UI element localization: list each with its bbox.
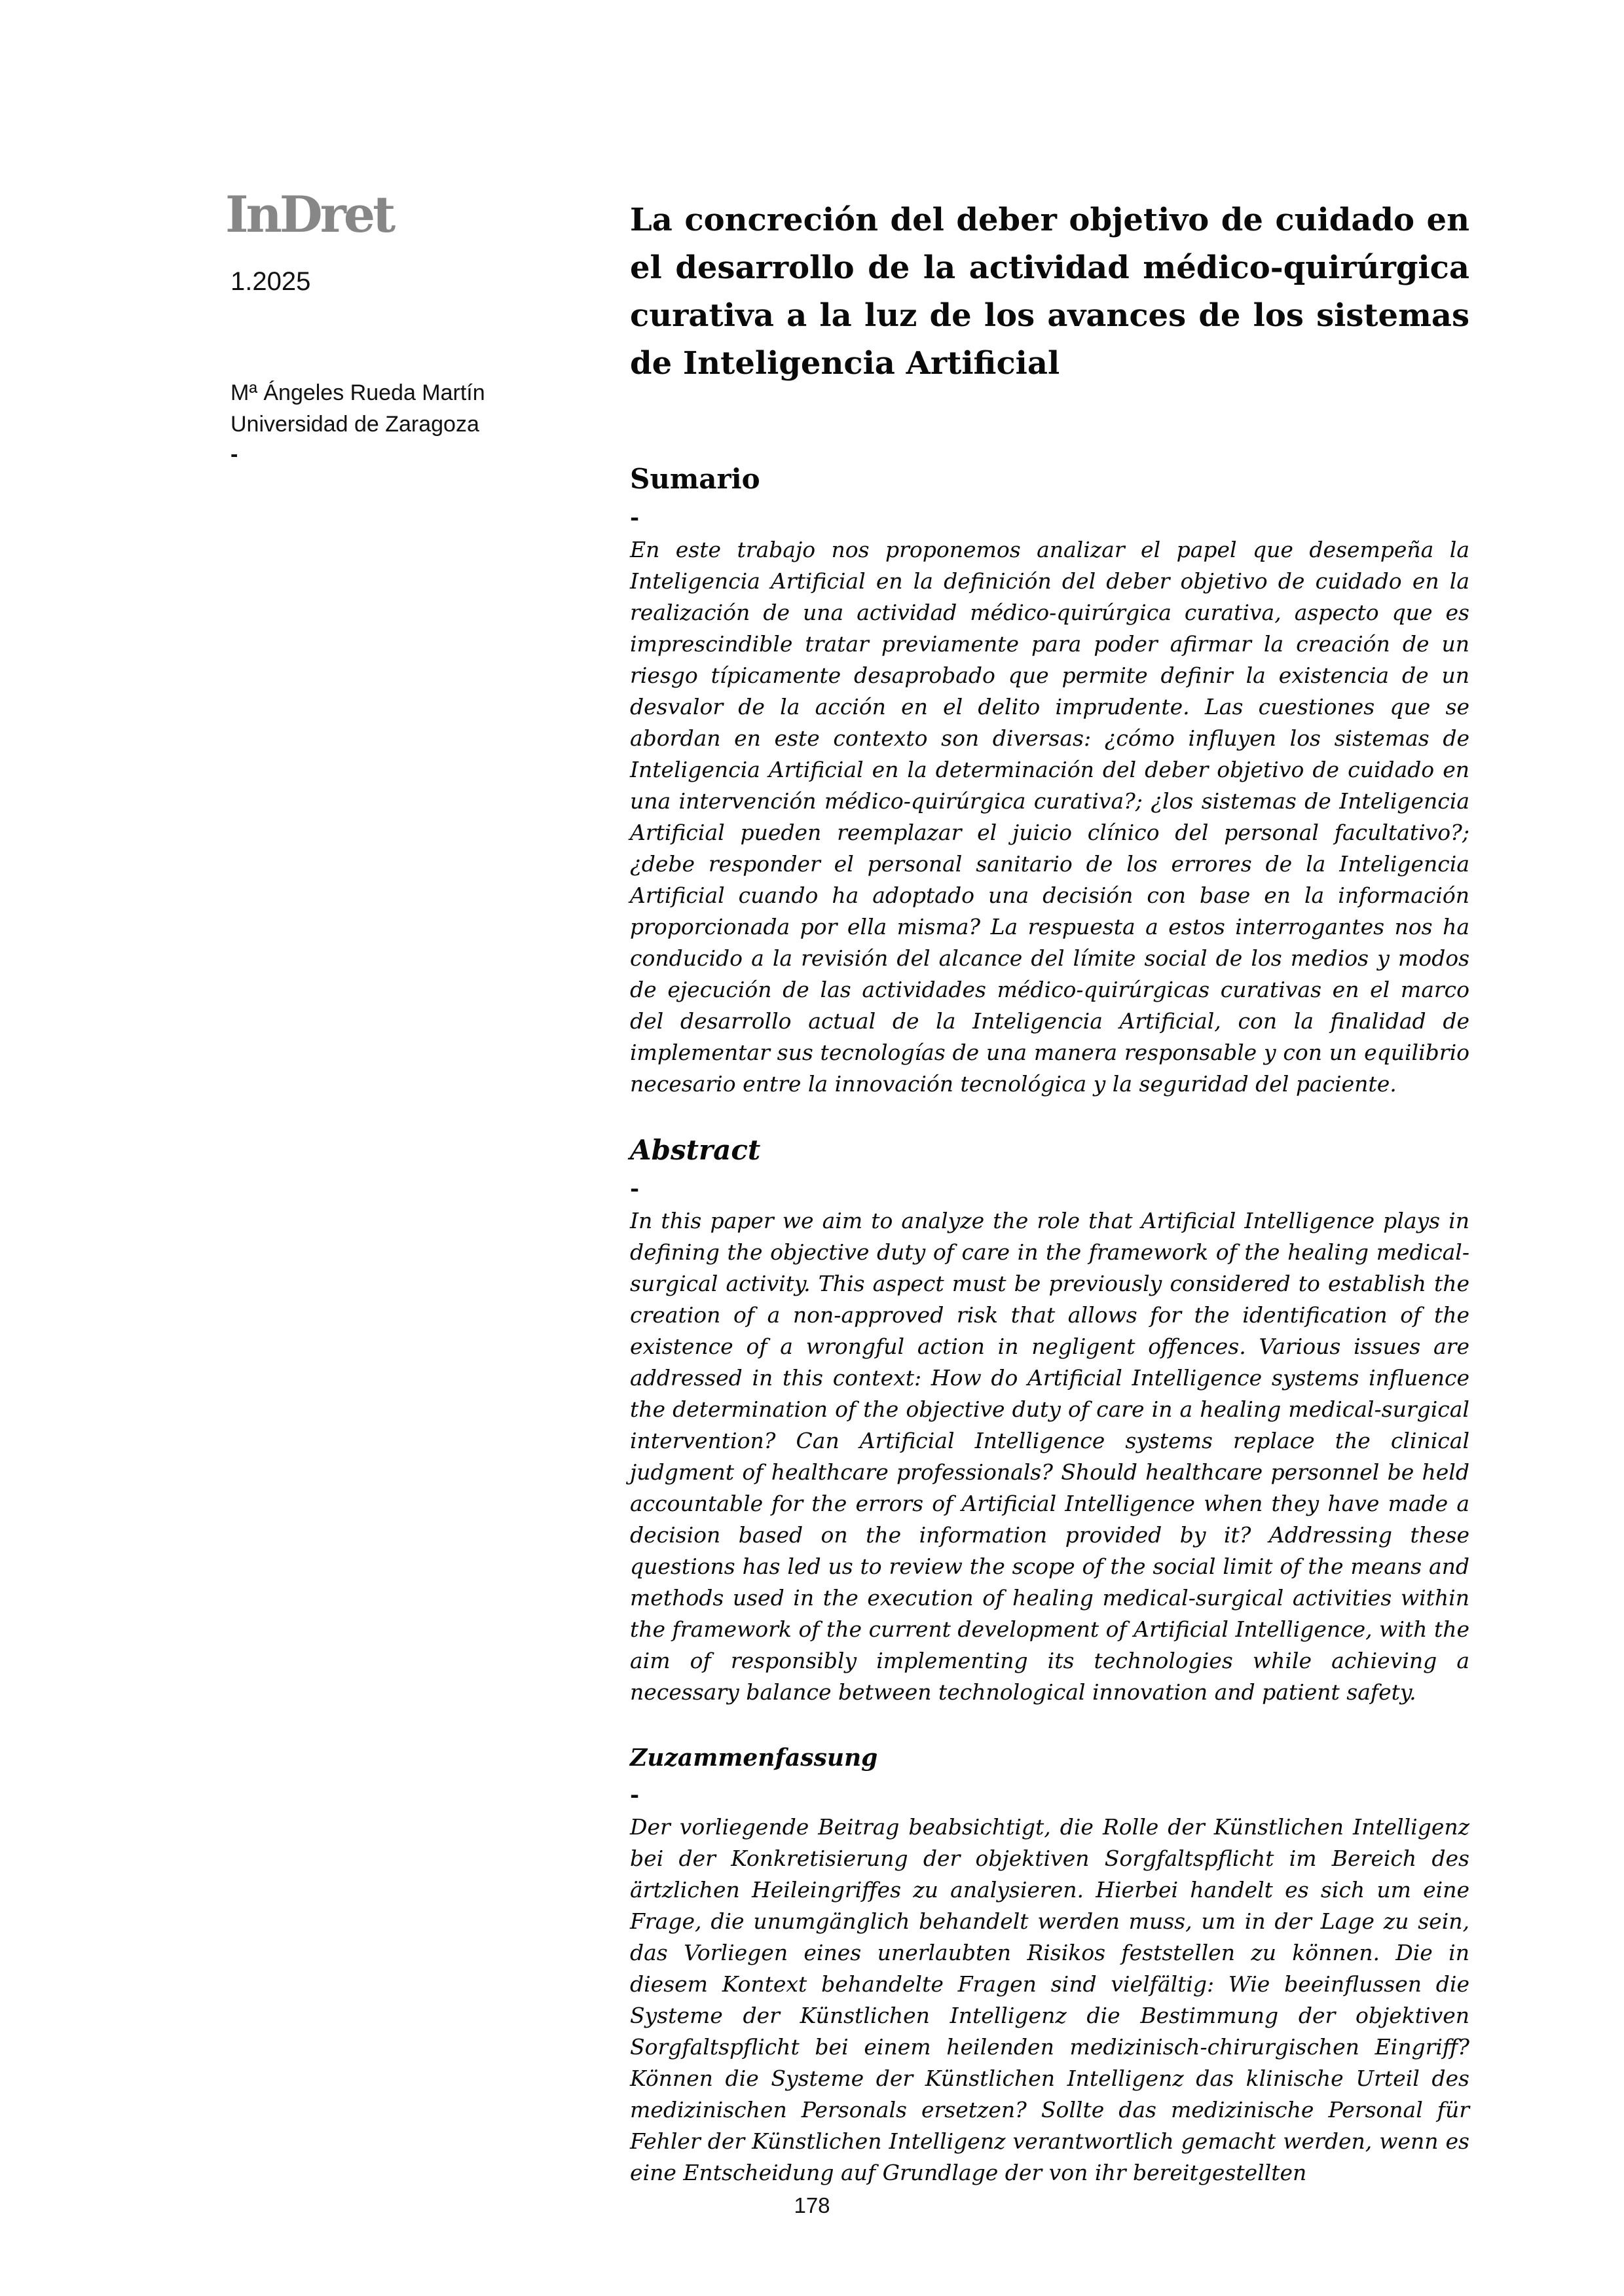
article-main — [630, 196, 1469, 2189]
journal-logo: InDret — [225, 185, 394, 244]
sumario-heading: Sumario — [630, 463, 760, 495]
journal-issue: 1.2025 — [231, 267, 311, 296]
section-abstract — [630, 1136, 1469, 1708]
section-sumario — [630, 465, 1469, 1100]
abstract-heading: Abstract — [630, 1134, 761, 1167]
author-name: Mª Ángeles Rueda Martín — [231, 380, 485, 405]
abstract-dash: - — [630, 1176, 640, 1203]
zusammenfassung-body: Der vorliegende Beitrag beabsichtigt, die Rolle der Künstlichen Intelligenz bei der Konkretisierung der objektiven Sorgfaltspflicht im Bereich des ärtzlichen Heileingriffes zu analysieren. Hierbei handelt es sich um eine Frage, die unumgänglich behandelt werden muss, um in der Lage zu sein, das Vorliegen eines unerlaubten Risikos feststellen zu können. Die in diesem Kontext behandelte Fragen sind vielfältig: Wie beeinflussen die Systeme der Künstlichen Intelligenz die Bestimmung der objektiven Sorgfaltspflicht bei einem heilenden medizinisch-chirurgischen Eingriff? Können die Systeme der Künstlichen Intelligenz das klinische Urteil des medizinischen Personals ersetzen? Sollte das medizinische Personal für Fehler der Künstlichen Intelligenz verantwortlich gemacht werden, wenn es eine Entscheidung auf Grundlage der von ihr bereitgestellten — [630, 1813, 1469, 2185]
section-zusammenfassung — [630, 1746, 1469, 2189]
zusammenfassung-dash: - — [630, 1781, 640, 1808]
zusammenfassung-heading: Zuzammenfassung — [630, 1744, 878, 1772]
author-dash: - — [231, 442, 238, 467]
author-affiliation: Universidad de Zaragoza — [231, 412, 479, 437]
sumario-body: En este trabajo nos proponemos analizar el papel que desempeña la Inteligencia Artificial en la definición del deber objetivo de cuidado en la realización de una actividad médico-quirúrgica curativa, aspecto que es imprescindible tratar previamente para poder afirmar la creación de un riesgo típicamente desaprobado que permite definir la existencia de un desvalor de la acción en el delito imprudente. Las cuestiones que se abordan en este contexto son diversas: ¿cómo influyen los sistemas de Inteligencia Artificial en la determinación del deber objetivo de cuidado en una intervención médico-quirúrgica curativa?; ¿los sistemas de Inteligencia Artificial pueden reemplazar el juicio clínico del personal facultativo?; ¿debe responder el personal sanitario de los errores de la Inteligencia Artificial cuando ha adoptado una decisión con base en la información proporcionada por ella misma? La respuesta a estos interrogantes nos ha conducido a la revisión del alcance del límite social de los medios y modos de ejecución de las actividades médico-quirúrgicas curativas en el marco del desarrollo actual de la Inteligencia Artificial, con la finalidad de implementar sus tecnologías de una manera responsable y con un equilibrio necesario entre la innovación tecnológica y la seguridad del paciente. — [630, 537, 1469, 1097]
sumario-dash: - — [630, 505, 640, 532]
page-number: 178 — [794, 2193, 830, 2217]
author-block — [231, 377, 485, 469]
article-title: La concreción del deber objetivo de cuidado en el desarrollo de la actividad médico-quirúrgica curativa a la luz de los avances de los sistemas de Inteligencia Artificial — [630, 202, 1469, 382]
abstract-body: In this paper we aim to analyze the role that Artificial Intelligence plays in defining the objective duty of care in the framework of the healing medical-surgical activity. This aspect must be previously considered to establish the creation of a non-approved risk that allows for the identification of the existence of a wrongful action in negligent offences. Various issues are addressed in this context: How do Artificial Intelligence systems influence the determination of the objective duty of care in a healing medical-surgical intervention? Can Artificial Intelligence systems replace the clinical judgment of healthcare professionals? Should healthcare personnel be held accountable for the errors of Artificial Intelligence when they have made a decision based on the information provided by it? Addressing these questions has led us to review the scope of the social limit of the means and methods used in the execution of healing medical-surgical activities within the framework of the current development of Artificial Intelligence, with the aim of responsibly implementing its technologies while achieving a necessary balance between technological innovation and patient safety. — [630, 1208, 1469, 1705]
